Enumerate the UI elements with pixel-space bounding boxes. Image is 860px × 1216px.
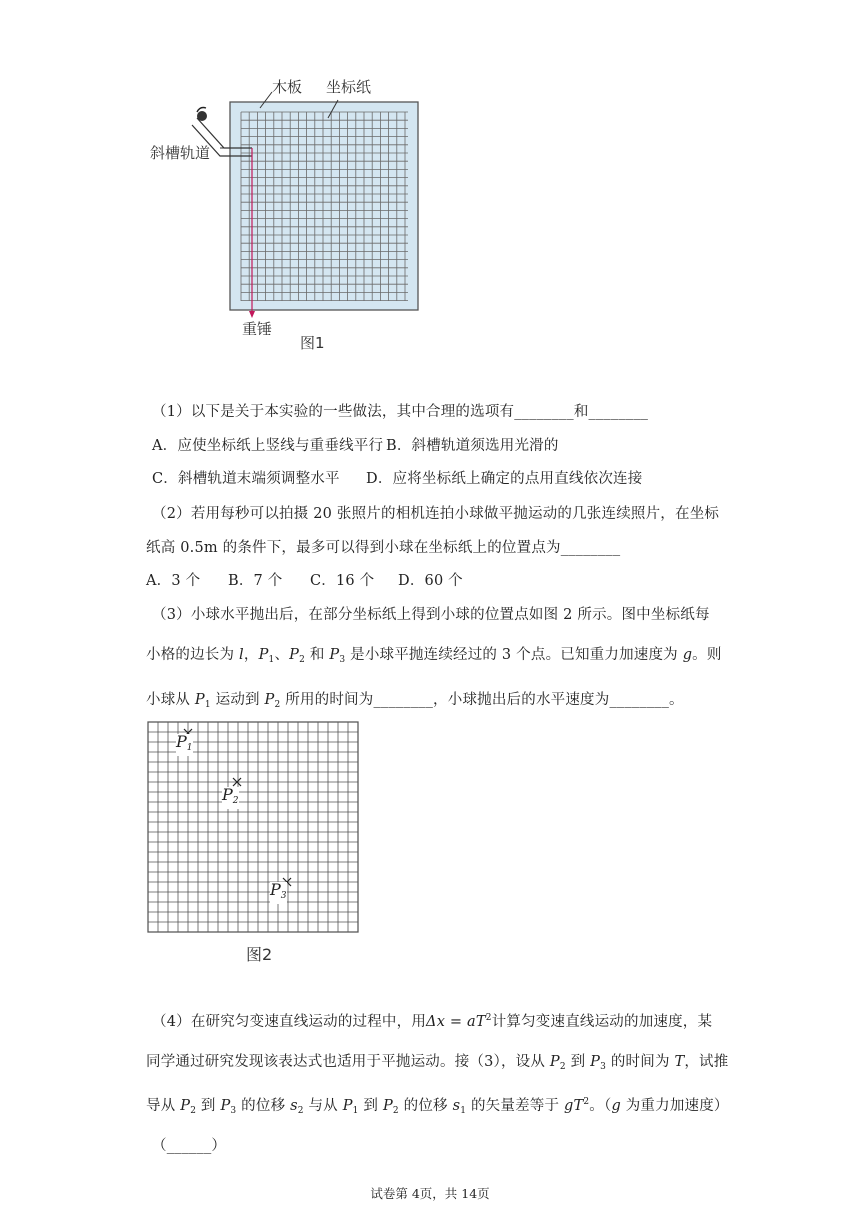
q2-option-a: A．3 个 xyxy=(146,573,201,589)
q1-option-b: B．斜槽轨道须选用光滑的 xyxy=(386,438,559,454)
q3-line-3: 小球从 $P_1$ 运动到 $P_2$ 所用的时间为________，小球抛出后的水平速度为________。 xyxy=(146,692,684,710)
label-weight: 重锤 xyxy=(242,320,273,338)
q1-option-d: D．应将坐标纸上确定的点用直线依次连接 xyxy=(366,471,643,487)
q3-line-1: （3）小球水平抛出后，在部分坐标纸上得到小球的位置点如图 2 所示。图中坐标纸每 xyxy=(152,607,710,623)
ball-icon xyxy=(197,111,207,121)
figure-1 xyxy=(140,70,440,360)
page-footer: 试卷第 4页，共 14页 xyxy=(370,1186,490,1201)
q1-option-a: A．应使坐标纸上竖线与重垂线平行 xyxy=(152,438,384,454)
q4-line-1: （4）在研究匀变速直线运动的过程中，用$\Delta x = aT^2$计算匀变速直线运动的加速度，某 xyxy=(152,1013,713,1030)
wooden-board xyxy=(230,102,418,310)
q2-line-2: 纸高 0.5m 的条件下，最多可以得到小球在坐标纸上的位置点为________ xyxy=(146,540,621,556)
point-p2-label: $P_2$ xyxy=(222,787,239,809)
figure-2-caption: 图2 xyxy=(246,945,273,964)
label-track: 斜槽轨道 xyxy=(150,144,211,162)
q3-line-2: 小格的边长为 l，$P_1$、$P_2$ 和 $P_3$ 是小球平抛连续经过的 3 个点。已知重力加速度为 g。则 xyxy=(146,647,722,665)
q4-line-3: 导从 $P_2$ 到 $P_3$ 的位移 $s_2$ 与从 $P_1$ 到 $P_2$ 的位移 $s_1$ 的矢量差等于 $gT^2$。（g 为重力加速度） xyxy=(146,1097,729,1116)
point-p3-label: $P_3$ xyxy=(270,882,287,904)
q2-option-d: D．60 个 xyxy=(398,573,463,589)
figure-1-caption: 图1 xyxy=(300,334,325,352)
q2-option-b: B．7 个 xyxy=(228,573,283,589)
q1-stem: （1）以下是关于本实验的一些做法，其中合理的选项有________和________ xyxy=(152,404,649,420)
label-board: 木板 xyxy=(272,78,303,96)
plumb-weight-icon xyxy=(249,311,255,318)
q4-answer-blank: （______） xyxy=(152,1138,227,1154)
q2-line-1: （2）若用每秒可以拍摄 20 张照片的相机连拍小球做平抛运动的几张连续照片，在坐标 xyxy=(152,506,720,522)
label-coordinate-paper: 坐标纸 xyxy=(326,78,372,96)
q4-line-2: 同学通过研究发现该表达式也适用于平抛运动。接（3），设从 $P_2$ 到 $P_3$ 的时间为 T，试推 xyxy=(146,1054,729,1072)
q2-option-c: C．16 个 xyxy=(310,573,375,589)
q1-option-c: C．斜槽轨道末端须调整水平 xyxy=(152,471,340,487)
point-p1-label: $P_1$ xyxy=(176,734,193,756)
